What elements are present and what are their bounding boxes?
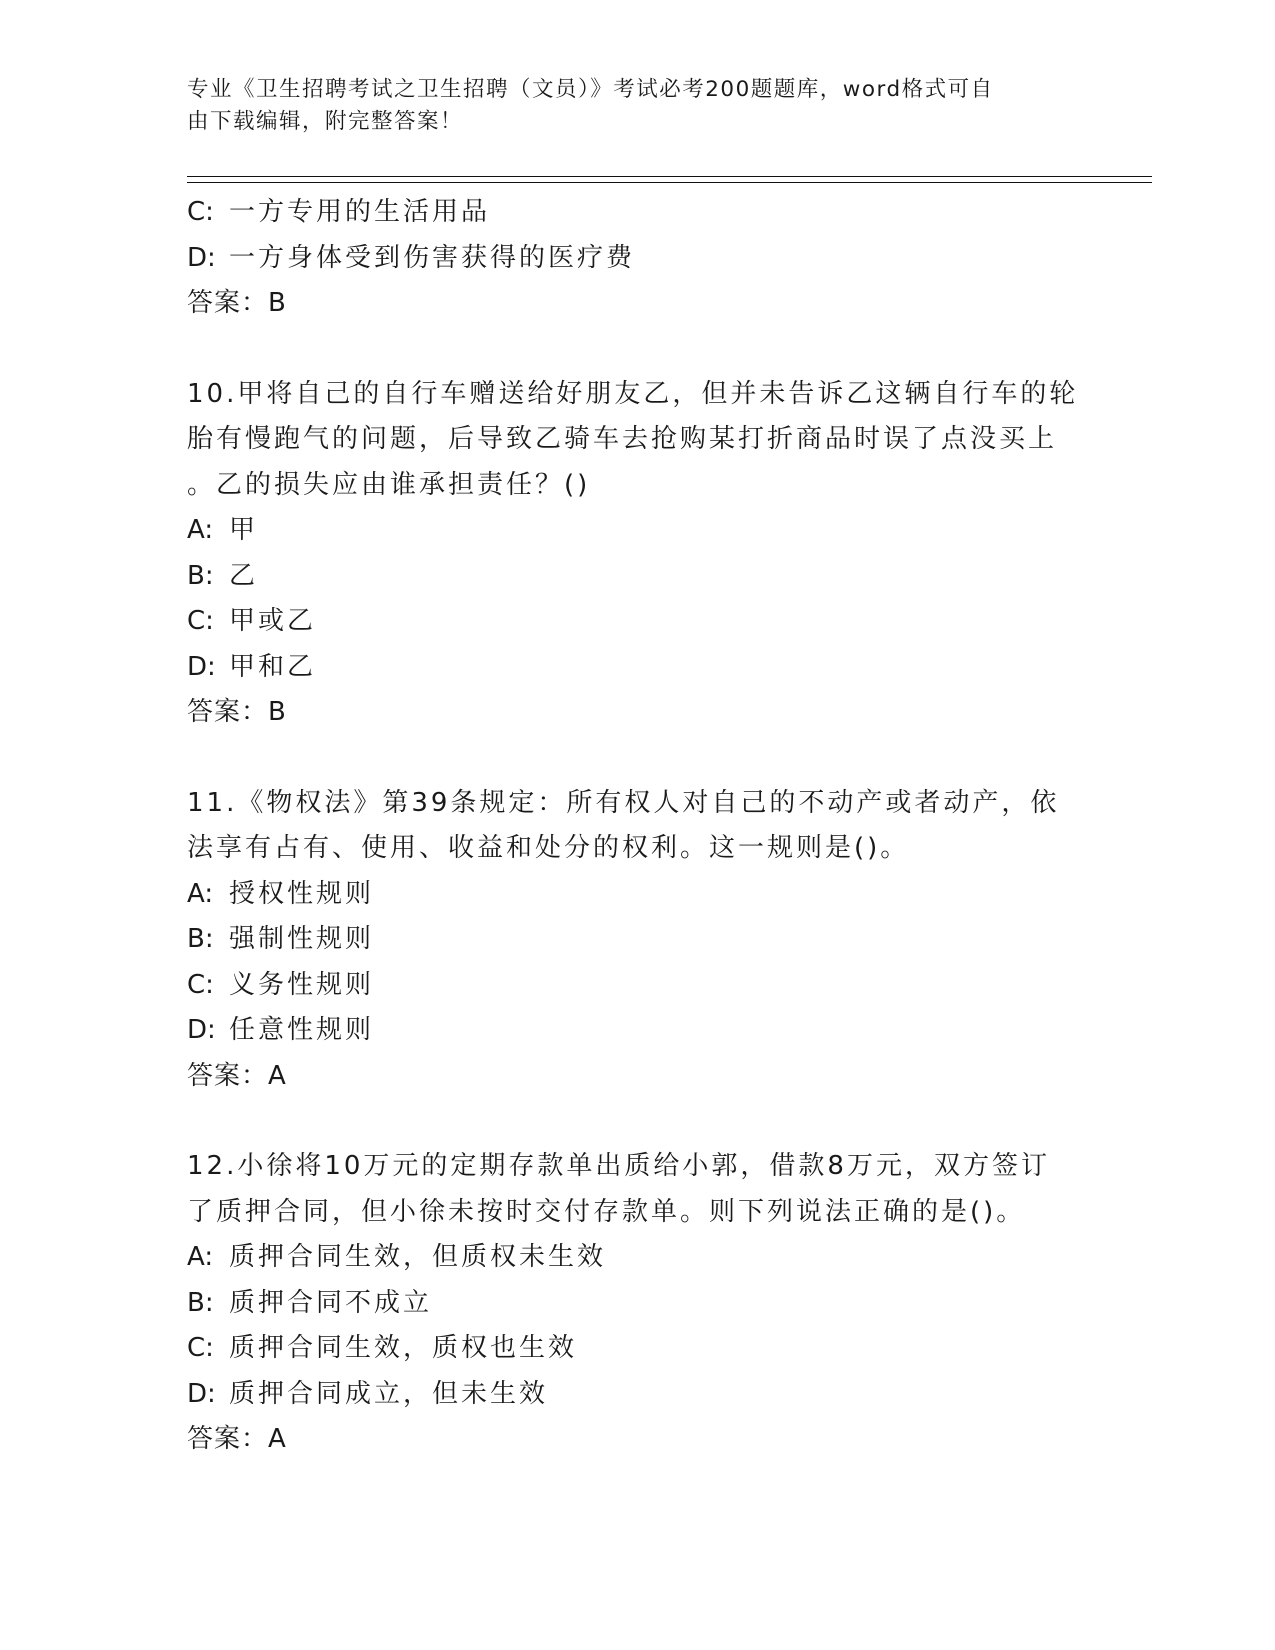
option-text: 甲或乙 — [229, 606, 317, 636]
question-stem-line: 10.甲将自己的自行车赠送给好朋友乙，但并未告诉乙这辆自行车的轮 — [187, 378, 1079, 409]
answer-label: 答案： — [187, 697, 269, 727]
header-divider-bottom — [187, 182, 1152, 183]
option-text: 乙 — [229, 560, 259, 591]
option-key: D: — [187, 1378, 216, 1409]
answer-value: A — [268, 1424, 286, 1454]
question-stem-line: 法享有占有、使用、收益和处分的权利。这一规则是()。 — [187, 833, 910, 863]
option-d — [187, 645, 1087, 691]
option-key: C: — [187, 1333, 214, 1363]
answer-value: B — [268, 697, 286, 727]
option-text: 甲 — [229, 515, 259, 545]
option-text: 义务性规则 — [229, 969, 375, 1000]
answer — [187, 1054, 1087, 1100]
option-key: B: — [187, 560, 214, 591]
option-text: 强制性规则 — [229, 924, 375, 954]
option-b — [187, 554, 1087, 600]
option-b — [187, 1281, 1087, 1327]
option-a — [187, 508, 1087, 554]
option-key: D: — [187, 1015, 216, 1045]
answer — [187, 690, 1087, 736]
option-text: 一方专用的生活用品 — [229, 197, 491, 227]
question-11 — [187, 781, 1087, 1100]
option-c — [187, 1326, 1087, 1372]
option-text: 一方身体受到伤害获得的医疗费 — [229, 242, 636, 273]
option-b — [187, 917, 1087, 963]
answer-label: 答案： — [187, 1060, 269, 1091]
option-a — [187, 872, 1087, 918]
option-text: 任意性规则 — [229, 1015, 375, 1045]
answer — [187, 281, 1087, 327]
option-key: C: — [187, 969, 214, 1000]
option-text: 质押合同生效，但质权未生效 — [229, 1242, 607, 1272]
header-line-1: 专业《卫生招聘考试之卫生招聘（文员）》考试必考200题题库，word格式可自 — [187, 77, 994, 102]
question-10 — [187, 372, 1087, 736]
question-stem-line: 。乙的损失应由谁承担责任？() — [187, 469, 591, 500]
option-key: A: — [187, 878, 214, 909]
option-c — [187, 190, 1087, 236]
answer — [187, 1417, 1087, 1463]
question-9-continued — [187, 190, 1087, 327]
answer-value: A — [268, 1060, 286, 1091]
spacer — [187, 327, 1087, 372]
option-key: C: — [187, 606, 214, 636]
question-stem-line: 了质押合同，但小徐未按时交付存款单。则下列说法正确的是()。 — [187, 1196, 1026, 1227]
answer-label: 答案： — [187, 1424, 269, 1454]
option-key: D: — [187, 242, 216, 273]
option-text: 授权性规则 — [229, 878, 375, 909]
option-c — [187, 963, 1087, 1009]
option-c — [187, 599, 1087, 645]
option-text: 质押合同不成立 — [229, 1287, 433, 1318]
answer-label: 答案： — [187, 288, 269, 318]
option-text: 甲和乙 — [229, 651, 317, 682]
option-text: 质押合同成立，但未生效 — [229, 1378, 549, 1409]
question-stem-line: 12.小徐将10万元的定期存款单出质给小郭，借款8万元，双方签订 — [187, 1151, 1050, 1181]
option-key: B: — [187, 1287, 214, 1318]
header-divider-top — [187, 176, 1152, 177]
spacer — [187, 1099, 1087, 1144]
option-key: C: — [187, 197, 214, 227]
spacer — [187, 736, 1087, 781]
option-key: A: — [187, 515, 214, 545]
document-body — [187, 190, 1087, 1463]
option-key: A: — [187, 1242, 214, 1272]
option-a — [187, 1235, 1087, 1281]
option-d — [187, 1372, 1087, 1418]
option-key: D: — [187, 651, 216, 682]
answer-value: B — [268, 288, 286, 318]
question-stem-line: 胎有慢跑气的问题，后导致乙骑车去抢购某打折商品时误了点没买上 — [187, 424, 1058, 454]
header-line-2: 由下载编辑，附完整答案！ — [187, 109, 464, 134]
option-d — [187, 1008, 1087, 1054]
option-text: 质押合同生效，质权也生效 — [229, 1333, 578, 1363]
option-d — [187, 236, 1087, 282]
question-stem-line: 11.《物权法》第39条规定：所有权人对自己的不动产或者动产，依 — [187, 787, 1060, 818]
question-12 — [187, 1144, 1087, 1463]
option-key: B: — [187, 924, 214, 954]
document-header — [187, 74, 1067, 138]
